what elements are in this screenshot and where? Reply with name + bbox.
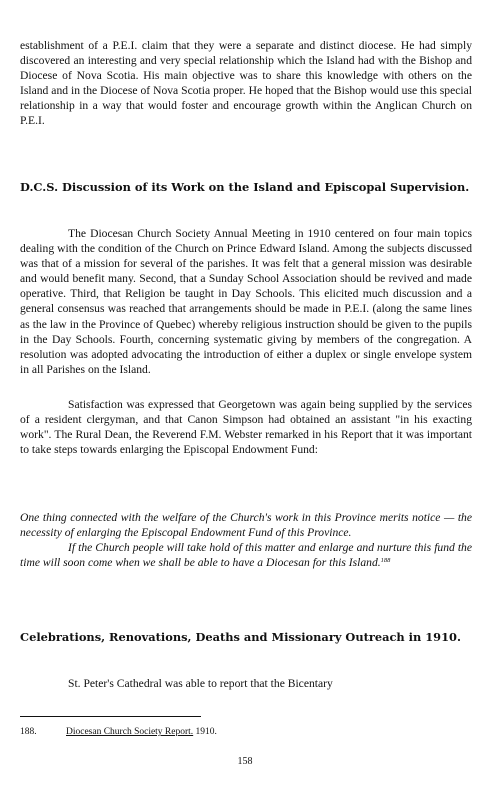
footnote-number: 188. — [20, 727, 37, 737]
quote-paragraph-2-text: If the Church people will take hold of this matter and enlarge and nurture this fund the time will soon come when we shall be able to have a Diocesan for this Island. — [20, 541, 472, 570]
quote-paragraph-1: One thing connected with the welfare of the Church's work in this Province merits notice — the necessity of enlarging the Episcopal Endowment Fund of this Province. — [20, 511, 472, 540]
footnote — [20, 727, 217, 737]
quote-paragraph-2 — [20, 540, 472, 570]
paragraph-st-peters: St. Peter's Cathedral was able to report that the Bicentary — [68, 677, 333, 690]
page-number: 158 — [237, 756, 253, 767]
paragraph-annual-meeting: The Diocesan Church Society Annual Meeting in 1910 centered on four main topics dealing with the condition of the Church on Prince Edward Island. Among the subjects discussed was that of a mission for several of the parishes. It was felt that a general mission was desirable and would benefit many. Second, that a Sunday School Association should be revived and made operative. Third, that Religion be taught in Day Schools. This elicited much discussion and a general consensus was reached that arrangements should be made in P.E.I. (along the same lines as the law in the Province of Quebec) whereby religious instruction should be given to the pupils in the Day Schools. Fourth, concerning systematic giving by members of the congregation. A resolution was adopted advocating the introduction of either a duplex or single envelope system in all Parishes on the Island. — [20, 227, 472, 376]
block-quote — [20, 510, 472, 570]
paragraph-intro: establishment of a P.E.I. claim that they were a separate and distinct diocese. He had simply discovered an interesting and very special relationship which the Island had with the Bishop and Diocese of Nova Scotia. His main objective was to share this knowledge with others on the Island and in the Diocese of Nova Scotia proper. He hoped that the Bishop would use this special relationship in a way that would foster and encourage growth within the Anglican Church on P.E.I. — [20, 39, 472, 128]
footnote-year: 1910. — [193, 727, 217, 737]
footnote-source: Diocesan Church Society Report. — [66, 727, 194, 737]
section-heading-celebrations: Celebrations, Renovations, Deaths and Missionary Outreach in 1910. — [20, 630, 461, 644]
section-heading-dcs: D.C.S. Discussion of its Work on the Island and Episcopal Supervision. — [20, 180, 470, 194]
paragraph-georgetown: Satisfaction was expressed that Georgetown was again being supplied by the services of a resident clergyman, and that Canon Simpson had obtained an assistant "in his exacting work". The Rural Dean, the Reverend F.M. Webster remarked in his Report that it was important to take steps towards enlarging the Episcopal Endowment Fund: — [20, 398, 472, 457]
footnote-reference: 188 — [380, 557, 391, 565]
footnote-divider — [20, 716, 201, 717]
